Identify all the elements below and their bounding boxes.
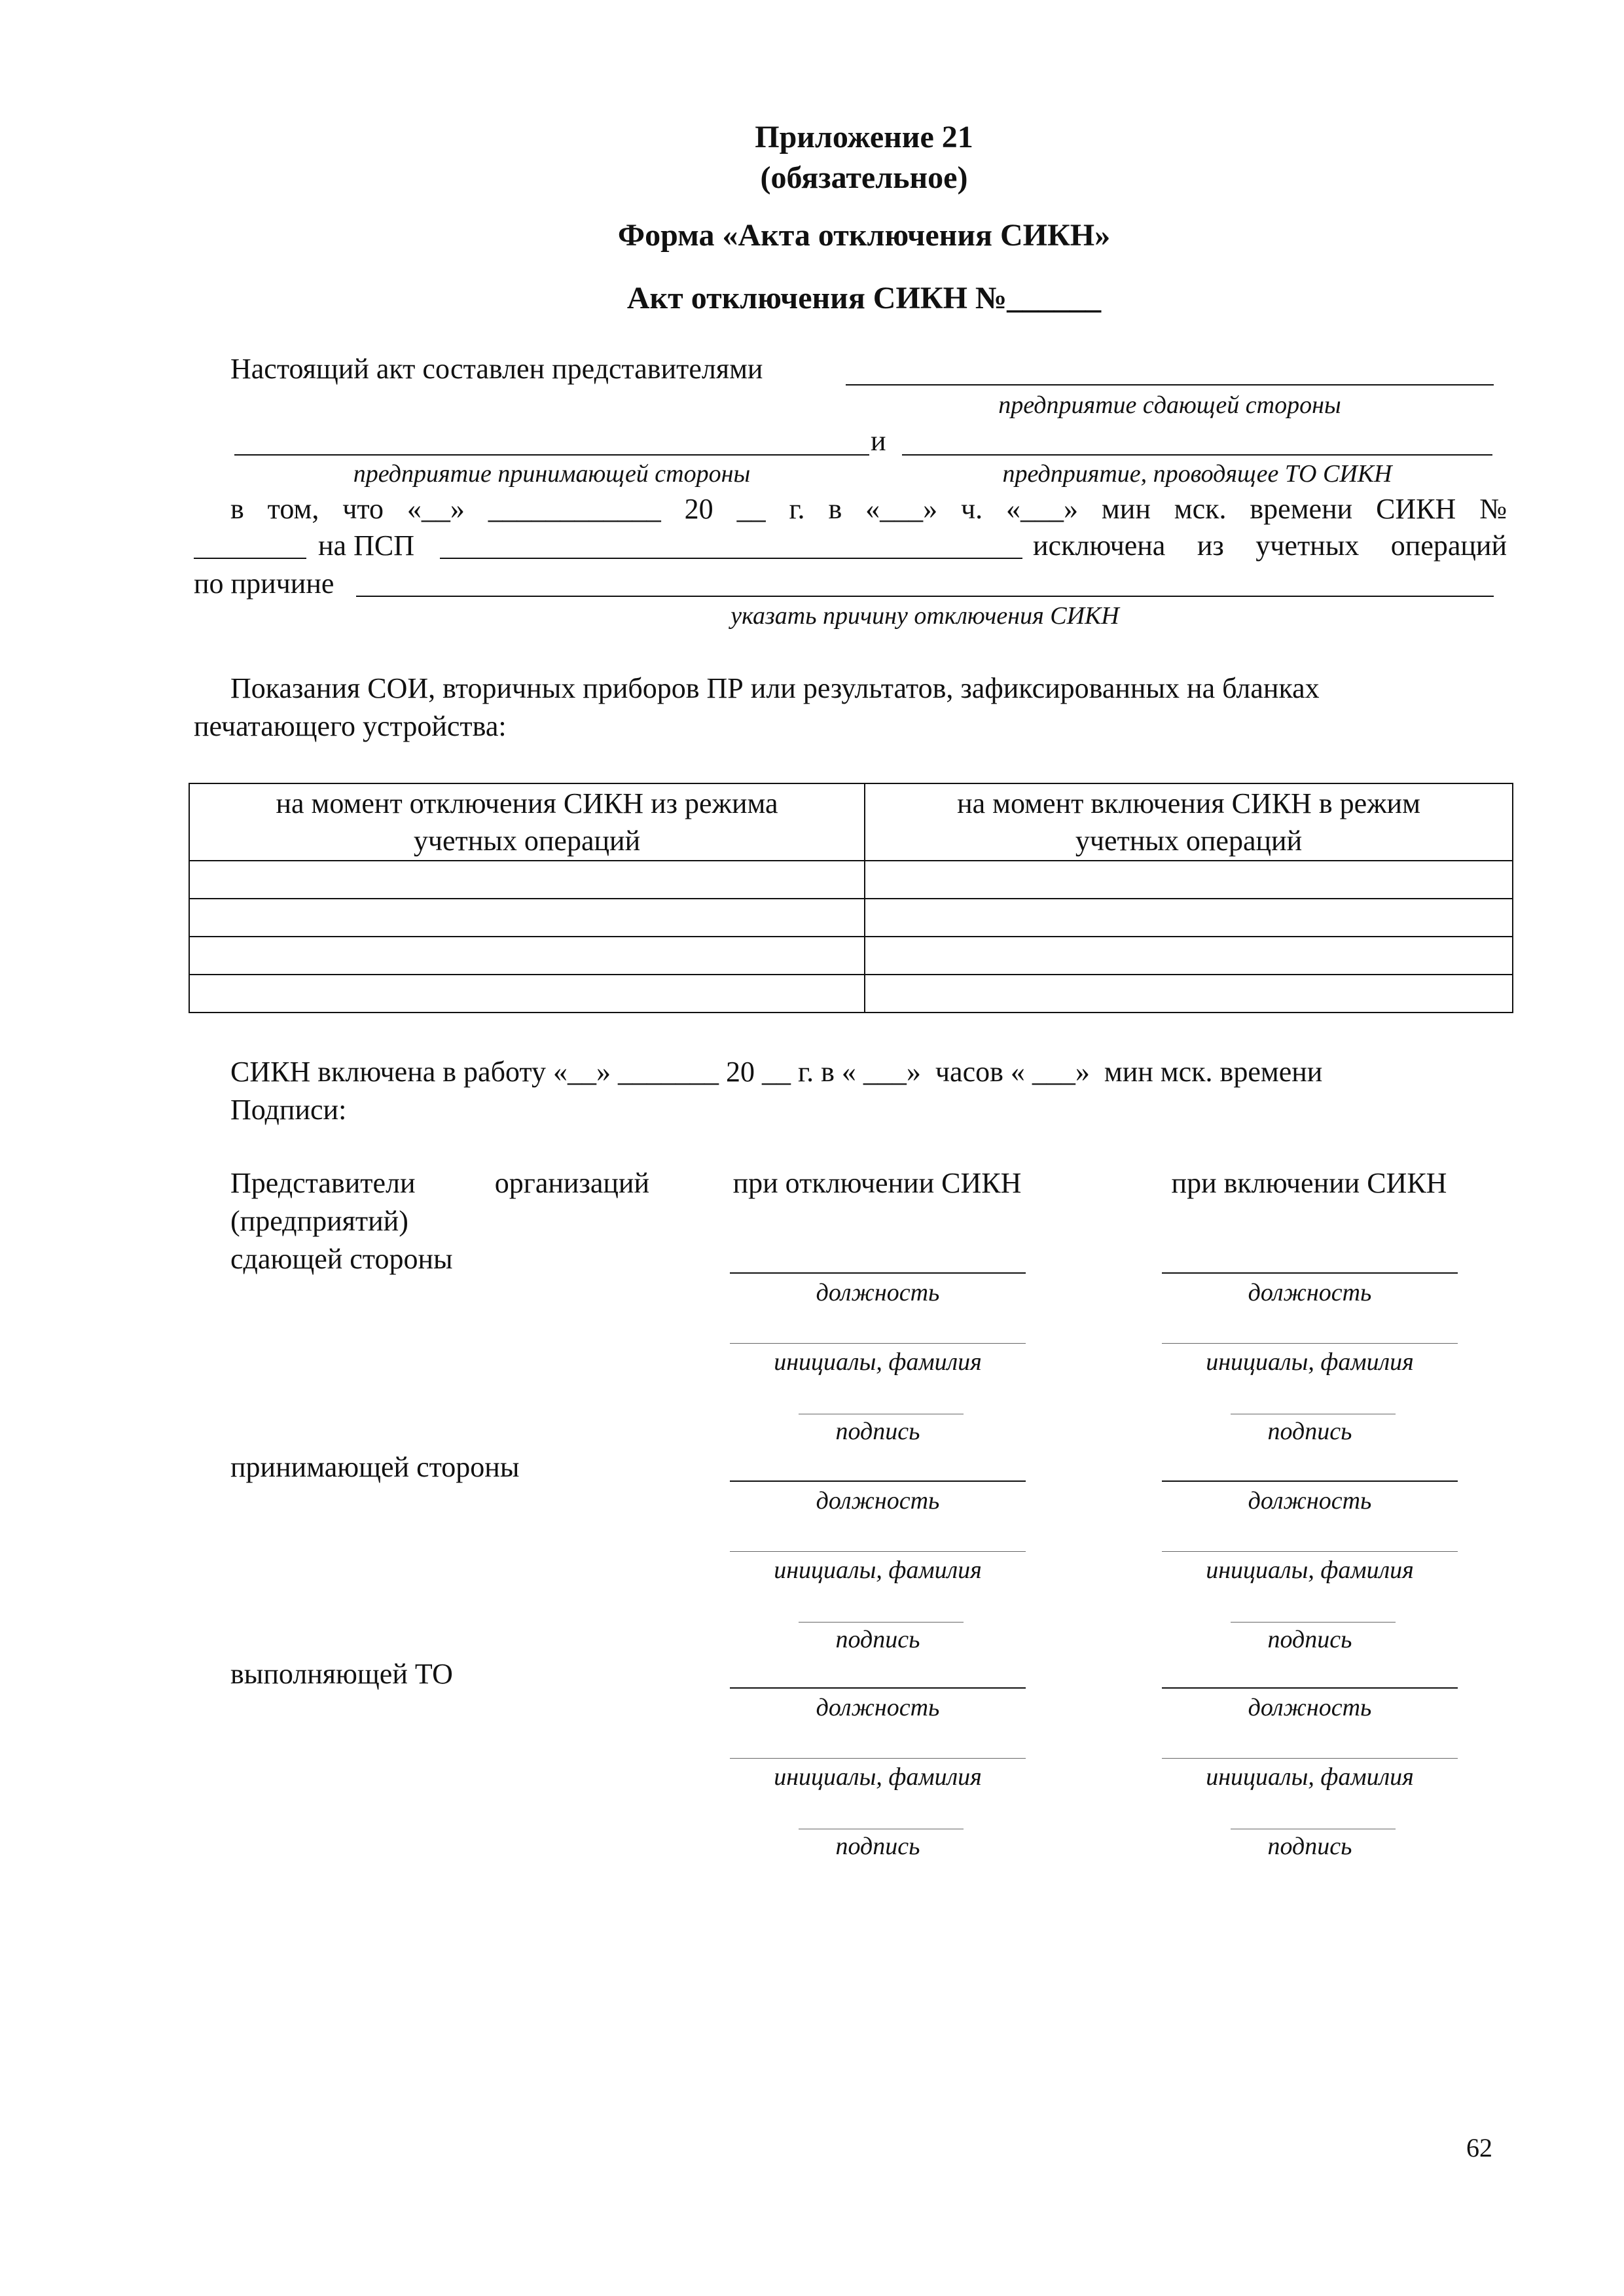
hint-position: должность [816,1487,940,1515]
name-field[interactable] [1162,1758,1458,1759]
table-cell[interactable] [865,899,1513,937]
name-field[interactable] [1162,1343,1458,1344]
resume-line: СИКН включена в работу «__» _______ 20 __ г. в « ___» часов « ___» мин мск. времени [230,1056,1323,1088]
hour-field[interactable]: «___» [865,493,938,525]
party-label-receiving: принимающей стороны [230,1451,520,1483]
hint-position: должность [1248,1279,1372,1306]
minute-field[interactable]: «___» [1006,493,1079,525]
col-connect-label: при включении СИКН [1171,1167,1447,1199]
position-field[interactable] [1162,1687,1458,1689]
mandatory-label: (обязательное) [760,160,968,195]
header-cell-disconnect: на момент отключения СИКН из режима учетных операций [189,783,865,861]
name-field[interactable] [1162,1551,1458,1552]
form-title: Форма «Акта отключения СИКН» [617,218,1111,253]
hint-name: инициалы, фамилия [1206,1763,1414,1791]
hint-position: должность [816,1279,940,1306]
psp-label: на ПСП [318,529,414,562]
hint-delivering-party: предприятие сдающей стороны [998,391,1341,419]
header-cell-connect: на момент включения СИКН в режим учетных операций [865,783,1513,861]
table-cell[interactable] [865,975,1513,1013]
sikn-number-field[interactable] [194,558,306,559]
representatives-label-2: (предприятий) [230,1205,408,1237]
table-row [189,899,1513,937]
col-disconnect-label: при отключении СИКН [732,1167,1022,1199]
hint-signature: подпись [1267,1626,1352,1653]
hint-position: должность [1248,1487,1372,1515]
page-number: 62 [1466,2133,1492,2162]
name-field[interactable] [730,1758,1026,1759]
table-cell[interactable] [189,975,865,1013]
delivering-party-field[interactable] [846,384,1494,386]
psp-field[interactable] [440,558,1022,559]
appendix-heading: Приложение 21 [755,120,973,154]
hint-signature: подпись [835,1833,920,1860]
table-cell[interactable] [865,937,1513,975]
readings-table [189,783,1513,1013]
hint-name: инициалы, фамилия [774,1348,982,1376]
table-header-row [189,783,1513,861]
hint-position: должность [816,1694,940,1721]
table-cell[interactable] [865,861,1513,899]
hint-name: инициалы, фамилия [774,1763,982,1791]
name-field[interactable] [730,1343,1026,1344]
name-field[interactable] [730,1551,1026,1552]
table-cell[interactable] [189,937,865,975]
readings-intro-line2: печатающего устройства: [194,710,507,742]
receiving-party-field[interactable] [234,454,869,456]
position-field[interactable] [1162,1480,1458,1482]
table-cell[interactable] [189,899,865,937]
intro-line: Настоящий акт составлен представителями [230,353,763,385]
hint-name: инициалы, фамилия [1206,1556,1414,1584]
signatures-label: Подписи: [230,1094,347,1126]
hint-service-party: предприятие, проводящее ТО СИКН [1002,460,1392,488]
hint-name: инициалы, фамилия [1206,1348,1414,1376]
hint-signature: подпись [1267,1833,1352,1860]
service-party-field[interactable] [902,454,1492,456]
party-label-delivering: сдающей стороны [230,1243,453,1275]
party-label-service: выполняющей ТО [230,1658,453,1690]
hint-signature: подпись [835,1626,920,1653]
table-row [189,937,1513,975]
day-field[interactable]: «__» [406,493,465,525]
act-title: Акт отключения СИКН №______ [626,281,1102,315]
position-field[interactable] [1162,1272,1458,1274]
hint-name: инициалы, фамилия [774,1556,982,1584]
hint-signature: подпись [1267,1418,1352,1445]
position-field[interactable] [730,1272,1026,1274]
year-field[interactable]: __ [736,493,766,525]
position-field[interactable] [730,1687,1026,1689]
hint-reason: указать причину отключения СИКН [731,602,1119,630]
hint-receiving-party: предприятие принимающей стороны [353,460,751,488]
table-cell[interactable] [189,861,865,899]
hint-position: должность [1248,1694,1372,1721]
signature-field[interactable] [799,1622,964,1623]
readings-intro-line1: Показания СОИ, вторичных приборов ПР или результатов, зафиксированных на бланках [230,672,1320,704]
table-row [189,975,1513,1013]
representatives-label: Представители организаций [230,1167,649,1199]
signature-field[interactable] [1231,1622,1396,1623]
table-row [189,861,1513,899]
hint-signature: подпись [835,1418,920,1445]
excluded-text: исключена из учетных операций [1033,529,1507,562]
date-time-line: в том, что «__» ____________ 20 __ г. в «___» ч. «___» мин мск. времени СИКН № [230,493,1507,525]
reason-field[interactable] [356,596,1494,597]
month-field[interactable]: ____________ [488,493,661,525]
position-field[interactable] [730,1480,1026,1482]
and-word: и [871,425,886,457]
reason-label: по причине [194,567,334,600]
